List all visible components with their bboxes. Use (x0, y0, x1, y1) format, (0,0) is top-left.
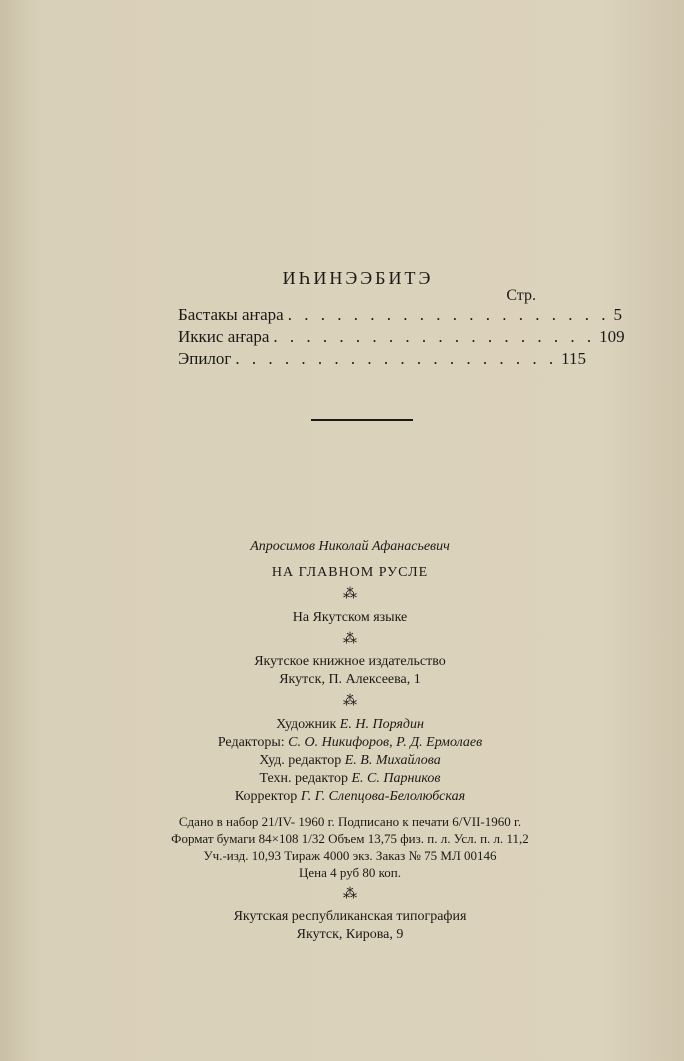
toc-leader-dots: . . . . . . . . . . . . . . . . . . . . (287, 305, 610, 324)
credits-list (100, 716, 600, 807)
credit-person: Е. Н. Порядин (339, 716, 424, 732)
printer-name: Якутская республиканская типография (233, 909, 467, 925)
credit-line (100, 734, 600, 752)
credit-role: Худ. редактор (259, 752, 342, 768)
credit-line (100, 752, 600, 770)
toc-item (178, 349, 586, 371)
credit-line (100, 716, 600, 734)
asterism-icon: ⁂ (343, 631, 357, 647)
asterism-icon: ⁂ (343, 694, 357, 710)
toc-title: ИҺИНЭЭБИТЭ (282, 268, 434, 288)
asterism-icon: ⁂ (343, 887, 357, 902)
toc-item-page: 109 (599, 327, 625, 346)
toc-item-label: Иккис аҥара (178, 327, 270, 346)
credit-role: Редакторы: (217, 734, 285, 750)
asterism-icon: ⁂ (343, 587, 357, 603)
print-detail-line: Сдано в набор 21/IV- 1960 г. Подписано к печати 6/VII-1960 г. (178, 814, 522, 830)
author-name: Апросимов Николай Афанасьевич (250, 539, 450, 554)
publisher-address: Якутск, П. Алексеева, 1 (279, 672, 421, 688)
toc-item-page: 115 (561, 349, 586, 368)
toc-leader-dots: . . . . . . . . . . . . . . . . . . . . (235, 349, 558, 368)
credit-line (100, 770, 600, 788)
language-note: На Якутском языке (292, 609, 408, 625)
credit-person: Е. В. Михайлова (344, 752, 441, 768)
credit-line (100, 788, 600, 806)
credit-person: С. О. Никифоров, Р. Д. Ермолаев (288, 734, 483, 750)
divider-rule (311, 419, 413, 421)
credit-role: Корректор (234, 789, 298, 805)
credit-person: Г. Г. Слепцова-Белолюбская (300, 789, 466, 805)
print-details (100, 814, 600, 882)
toc-item (178, 327, 625, 349)
toc-item-page: 5 (613, 305, 622, 324)
printer-address: Якутск, Кирова, 9 (296, 927, 404, 943)
table-of-contents (178, 268, 625, 371)
toc-leader-dots: . . . . . . . . . . . . . . . . . . . . (273, 327, 596, 346)
toc-item-label: Бастакы аҥара (178, 305, 284, 324)
print-detail-line: Уч.-изд. 10,93 Тираж 4000 экз. Заказ № 75 МЛ 00146 (203, 848, 497, 864)
toc-item-label: Эпилог (178, 349, 232, 368)
toc-page-header: Стр. (506, 287, 536, 304)
credit-person: Е. С. Парников (351, 771, 441, 787)
book-title: НА ГЛАВНОМ РУСЛЕ (271, 565, 429, 581)
publisher-name: Якутское книжное издательство (254, 653, 446, 669)
price-line: Цена 4 руб 80 коп. (298, 865, 402, 881)
toc-item (178, 305, 622, 327)
credit-role: Техн. редактор (259, 771, 348, 787)
print-detail-line: Формат бумаги 84×108 1/32 Объем 13,75 физ. п. л. Усл. п. л. 11,2 (171, 831, 529, 847)
credit-role: Художник (276, 716, 337, 732)
imprint-block (100, 538, 600, 945)
